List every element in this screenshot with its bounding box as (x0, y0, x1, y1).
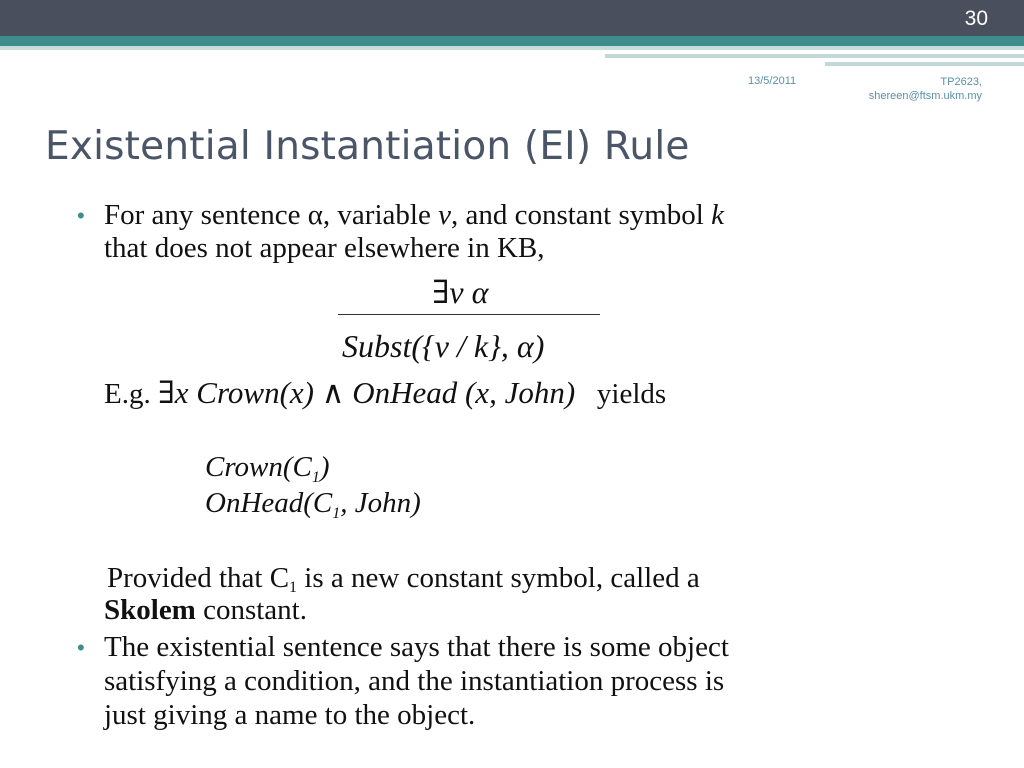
example-formula (158, 375, 575, 410)
crown-predicate: Crown (196, 375, 280, 410)
header-light-stripe (0, 46, 1024, 50)
result-onhead-subscript: 1 (332, 505, 341, 522)
and-symbol: ∧ (313, 375, 353, 410)
bullet-1-line-2: that does not appear elsewhere in KB, (104, 232, 545, 264)
provided-text-b: is a new constant symbol, called a (297, 562, 700, 594)
rule-numerator: ∃v α (432, 274, 489, 310)
header-deco-line-2 (825, 62, 1024, 66)
skolem-term: Skolem (104, 594, 196, 626)
bullet-2-line-2: satisfying a condition, and the instantiation process is (104, 665, 725, 697)
slide-date: 13/5/2011 (748, 75, 797, 87)
constant-k: k (711, 199, 724, 231)
author-email: shereen@ftsm.ukm.my (868, 90, 982, 102)
example-yields: yields (596, 378, 667, 410)
result-crown-b: ) (319, 451, 330, 483)
fraction-rule (338, 314, 600, 315)
slide-title: Existential Instantiation (EI) Rule (45, 124, 690, 169)
bullet-1-line-1 (104, 199, 724, 231)
header-bar (0, 0, 1024, 36)
subst-args: ({v / k}, α) (411, 328, 545, 364)
result-onhead (205, 487, 421, 530)
course-code: TP2623, (940, 76, 982, 88)
subst-function: Subst (342, 328, 412, 364)
exists-x: ∃x (157, 375, 197, 410)
header-deco-line-1 (605, 54, 1024, 58)
provided-text-a: Provided that C (107, 562, 290, 594)
result-onhead-a: OnHead(C (205, 487, 333, 519)
crown-arg: (x) (279, 375, 314, 410)
variable-v: v (438, 199, 451, 231)
onhead-args: (x, John) (457, 375, 576, 410)
provided-line-2 (104, 594, 307, 626)
provided-subscript: 1 (289, 579, 298, 596)
header-accent-stripe (0, 36, 1024, 46)
result-onhead-b: , John) (340, 487, 421, 519)
rule-denominator (342, 328, 544, 365)
result-crown-a: Crown(C (205, 451, 312, 483)
provided-text-c: constant. (195, 594, 307, 626)
slide-course-info (782, 75, 982, 103)
onhead-predicate: OnHead (352, 375, 458, 410)
bullet-2-line-3: just giving a name to the object. (104, 699, 476, 731)
example-line (104, 375, 666, 411)
slide-number: 30 (964, 7, 988, 30)
bullet-1-text-b: , and constant symbol (450, 199, 712, 231)
result-crown-subscript: 1 (311, 469, 320, 486)
bullet-dot-icon: • (77, 203, 85, 228)
example-prefix: E.g. (104, 378, 158, 410)
bullet-1-text-a: For any sentence α, variable (104, 199, 439, 231)
bullet-dot-icon: • (77, 635, 85, 660)
bullet-2-line-1: The existential sentence says that there is some object (104, 631, 729, 663)
